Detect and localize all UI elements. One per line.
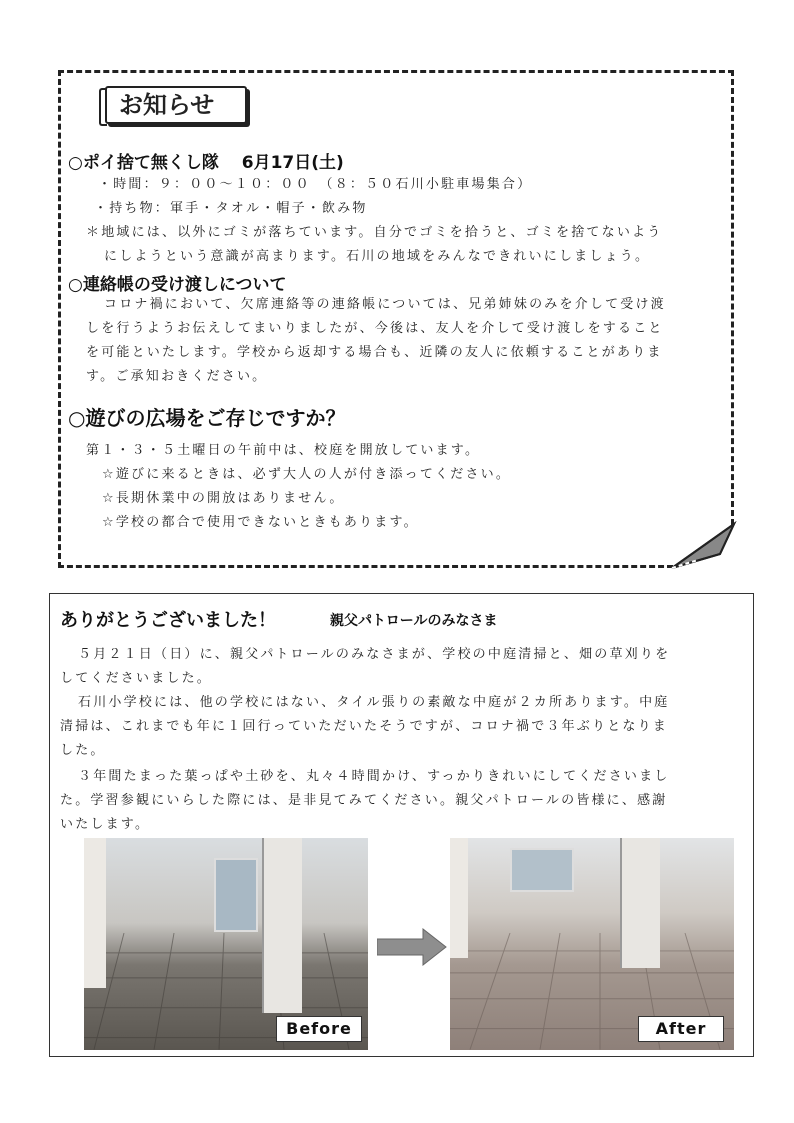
text-line: た。学習参観にいらした際には、是非見てみてください。親父パトロールの皆様に、感謝 (60, 793, 668, 808)
text-line: ３年間たまった葉っぱや土砂を、丸々４時間かけ、すっかりきれいにしてくださいまし (78, 769, 670, 784)
before-label: Before (276, 1016, 362, 1042)
text-line: 第１・３・５土曜日の午前中は、校庭を開放しています。 (86, 443, 481, 458)
text-line: した。 (60, 743, 106, 758)
text-line: 清掃は、これまでも年に１回行っていただいたそうですが、コロナ禍で３年ぶりとなりま (60, 719, 669, 734)
thanks-subheading: 親父パトロールのみなさま (330, 613, 498, 629)
text-line: ☆学校の都合で使用できないときもあります。 (102, 515, 419, 530)
text-line: ☆長期休業中の開放はありません。 (102, 491, 345, 506)
text-line: いたします。 (60, 817, 151, 832)
thanks-heading: ありがとうございました！ (60, 610, 276, 631)
window (510, 848, 574, 892)
pillar (620, 838, 660, 968)
photo-before (84, 838, 368, 1050)
text-line: ☆遊びに来るときは、必ず大人の人が付き添ってください。 (102, 467, 512, 482)
text-line: にしようという意識が高まります。石川の地域をみんなできれいにしましょう。 (104, 249, 651, 264)
section-heading-litter: ○ポイ捨て無くし隊 6月17日(土) (68, 153, 344, 173)
notice-frame-right (731, 70, 737, 525)
after-label: After (638, 1016, 724, 1042)
text-line: コロナ禍において、欠席連絡等の連絡帳については、兄弟姉妹のみを介して受け渡 (104, 297, 666, 312)
text-line: ＊地域には、以外にゴミが落ちています。自分でゴミを拾うと、ゴミを捨てないよう (86, 225, 663, 240)
text-line: ・時間：９：００〜１０：００ （８：５０石川小駐車場集合） (98, 177, 533, 192)
text-line: ・持ち物：軍手・タオル・帽子・飲み物 (94, 201, 368, 216)
text-line: してくださいました。 (60, 671, 213, 686)
text-line: す。ご承知おきください。 (86, 369, 268, 384)
pillar (450, 838, 468, 958)
text-line: を可能といたします。学校から返却する場合も、近隣の友人に依頼することがありま (86, 345, 663, 360)
text-line: 石川小学校には、他の学校にはない、タイル張りの素敵な中庭が２カ所あります。中庭 (78, 695, 670, 710)
notice-frame-bottom (58, 565, 673, 571)
section-heading-playground: ○遊びの広場をご存じですか？ (68, 406, 346, 430)
photo-after (450, 838, 734, 1050)
pillar (84, 838, 106, 988)
text-line: ５月２１日（日）に、親父パトロールのみなさまが、学校の中庭清掃と、畑の草刈りを (78, 647, 671, 662)
text-line: しを行うようお伝えしてまいりましたが、今後は、友人を介して受け渡しをすること (86, 321, 664, 336)
arrow-right-icon (377, 928, 447, 966)
section-heading-notebook: ○連絡帳の受け渡しについて (68, 275, 287, 295)
window (214, 858, 258, 932)
page-curl-icon (668, 520, 738, 572)
page-title: お知らせ (105, 86, 247, 124)
pillar (262, 838, 302, 1013)
